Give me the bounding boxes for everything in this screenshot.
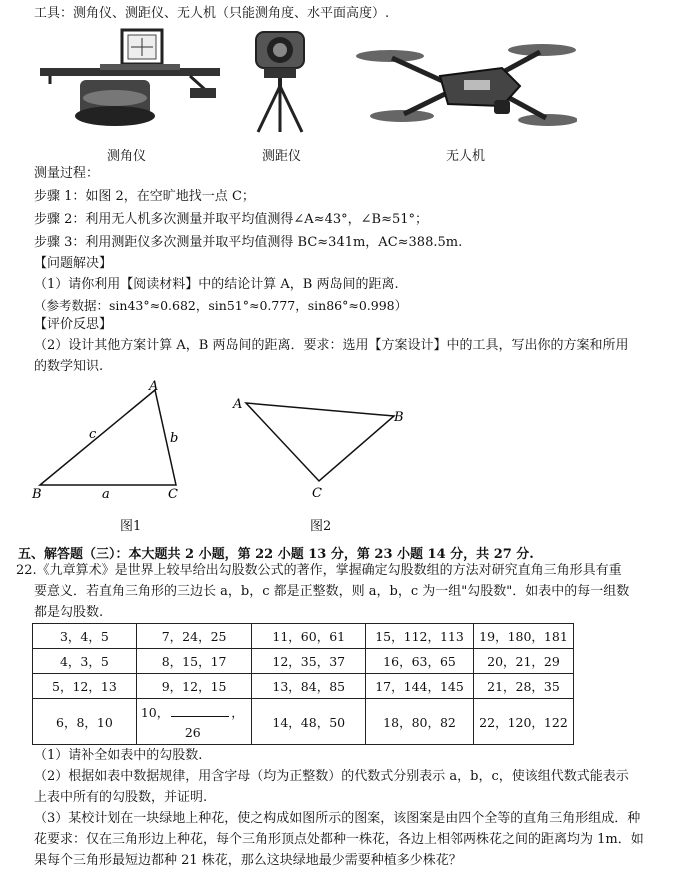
pythagorean-table <box>32 623 574 745</box>
drone-caption: 无人机 <box>446 149 486 164</box>
figure-1-label-b: b <box>170 431 179 446</box>
figure-1-label-C: C <box>168 487 178 502</box>
table-cell: 5，12，13 <box>33 674 137 699</box>
blank-cell <box>136 699 252 745</box>
process-heading: 测量过程： <box>34 166 100 181</box>
question-2-line-1: （2）设计其他方案计算 A，B 两岛间的距离．要求：选用【方案设计】中的工具，写出你的方案和所用 <box>34 338 629 353</box>
table-cell: 3，4，5 <box>33 624 137 649</box>
figure-2-label-B: B <box>394 410 404 425</box>
table-cell: 14，48，50 <box>252 699 366 745</box>
table-cell: 9，12，15 <box>136 674 252 699</box>
range-finder-image <box>246 24 316 136</box>
question-2-line-2: 的数学知识. <box>34 359 104 374</box>
angle-meter-image <box>40 24 220 144</box>
q22-intro-3: 都是勾股数. <box>34 605 104 620</box>
table-cell: 18，80，82 <box>366 699 474 745</box>
figure-1-label-B: B <box>32 487 42 502</box>
table-cell: 22，120，122 <box>473 699 573 745</box>
q22-sub-2-line-1: （2）根据如表中数据规律，用含字母（均为正整数）的代数式分别表示 a，b，c，使该组代数式能表示 <box>34 769 629 784</box>
table-cell: 17，144，145 <box>366 674 474 699</box>
table-cell: 20，21，29 <box>473 649 573 674</box>
table-cell: 19，180，181 <box>473 624 573 649</box>
figure-1 <box>28 374 198 504</box>
table-cell: 11，60，61 <box>252 624 366 649</box>
table-cell: 8，15，17 <box>136 649 252 674</box>
table-cell: 13，84，85 <box>252 674 366 699</box>
table-cell: 21，28，35 <box>473 674 573 699</box>
q22-sub-3-line-3: 果每个三角形最短边都种 21 株花，那么这块绿地最少需要种植多少株花？ <box>34 853 462 868</box>
reflection-heading: 【评价反思】 <box>34 317 113 332</box>
step-1: 步骤 1：如图 2，在空旷地找一点 C； <box>34 189 255 204</box>
table-cell: 15，112，113 <box>366 624 474 649</box>
q22-sub-3-line-1: （3）某校计划在一块绿地上种花，使之构成如图所示的图案，该图案是由四个全等的直角三角形组成．种 <box>34 811 641 826</box>
reference-data: （参考数据：sin43°≈0.682，sin51°≈0.777，sin86°≈0.998） <box>34 298 408 313</box>
blank-cell-tail: ， <box>231 705 244 720</box>
figure-2-label-C: C <box>312 486 322 501</box>
table-row <box>33 699 574 745</box>
figure-1-label-a: a <box>102 487 110 502</box>
problem-solving-heading: 【问题解决】 <box>34 256 113 271</box>
figure-1-label-c: c <box>89 427 97 442</box>
figure-2-label-A: A <box>233 397 243 412</box>
table-cell: 4，3，5 <box>33 649 137 674</box>
q22-intro-1: 22.《九章算术》是世界上较早给出勾股数公式的著作，掌握确定勾股数组的方法对研究直角三角形具有重 <box>16 563 622 578</box>
figure-2-triangle <box>246 403 394 481</box>
table-cell: 16，63，65 <box>366 649 474 674</box>
figure-1-caption: 图1 <box>120 519 142 534</box>
step-2: 步骤 2：利用无人机多次测量并取平均值测得∠A≈43°，∠B≈51°； <box>34 212 428 227</box>
table-row <box>33 649 574 674</box>
q22-sub-3-line-2: 花要求：仅在三角形边上种花，每个三角形顶点处都种一株花，各边上相邻两株花之间的距离均为 1m．如 <box>34 832 644 847</box>
question-1: （1）请你利用【阅读材料】中的结论计算 A，B 两岛间的距离. <box>34 277 399 292</box>
figure-1-triangle <box>40 390 179 485</box>
q22-intro-2: 要意义．若直角三角形的三边长 a，b，c 都是正整数，则 a，b，c 为一组"勾股数"．如表中的每一组数 <box>34 584 630 599</box>
figure-1-label-A: A <box>149 379 159 394</box>
tools-line: 工具：测角仪、测距仪、无人机（只能测角度、水平面高度）. <box>34 6 390 21</box>
figure-2-caption: 图2 <box>310 519 332 534</box>
angle-meter-caption: 测角仪 <box>107 149 147 164</box>
table-row <box>33 624 574 649</box>
table-cell: 12，35，37 <box>252 649 366 674</box>
table-cell: 7，24，25 <box>136 624 252 649</box>
blank-cell-prefix: 10， <box>140 705 170 720</box>
answer-blank[interactable] <box>171 704 229 717</box>
drone-image <box>352 28 577 138</box>
table-cell: 6，8，10 <box>33 699 137 745</box>
blank-cell-value: 26 <box>184 725 201 740</box>
range-finder-caption: 测距仪 <box>262 149 302 164</box>
q22-sub-1: （1）请补全如表中的勾股数. <box>34 748 203 763</box>
figure-2 <box>228 390 418 505</box>
step-3: 步骤 3：利用测距仪多次测量并取平均值测得 BC≈341m，AC≈388.5m. <box>34 235 463 250</box>
q22-sub-2-line-2: 上表中所有的勾股数，并证明. <box>34 790 208 805</box>
section-5-heading: 五、解答题（三）：本大题共 2 小题，第 22 小题 13 分，第 23 小题 14 分，共 27 分. <box>18 547 534 562</box>
table-row <box>33 674 574 699</box>
